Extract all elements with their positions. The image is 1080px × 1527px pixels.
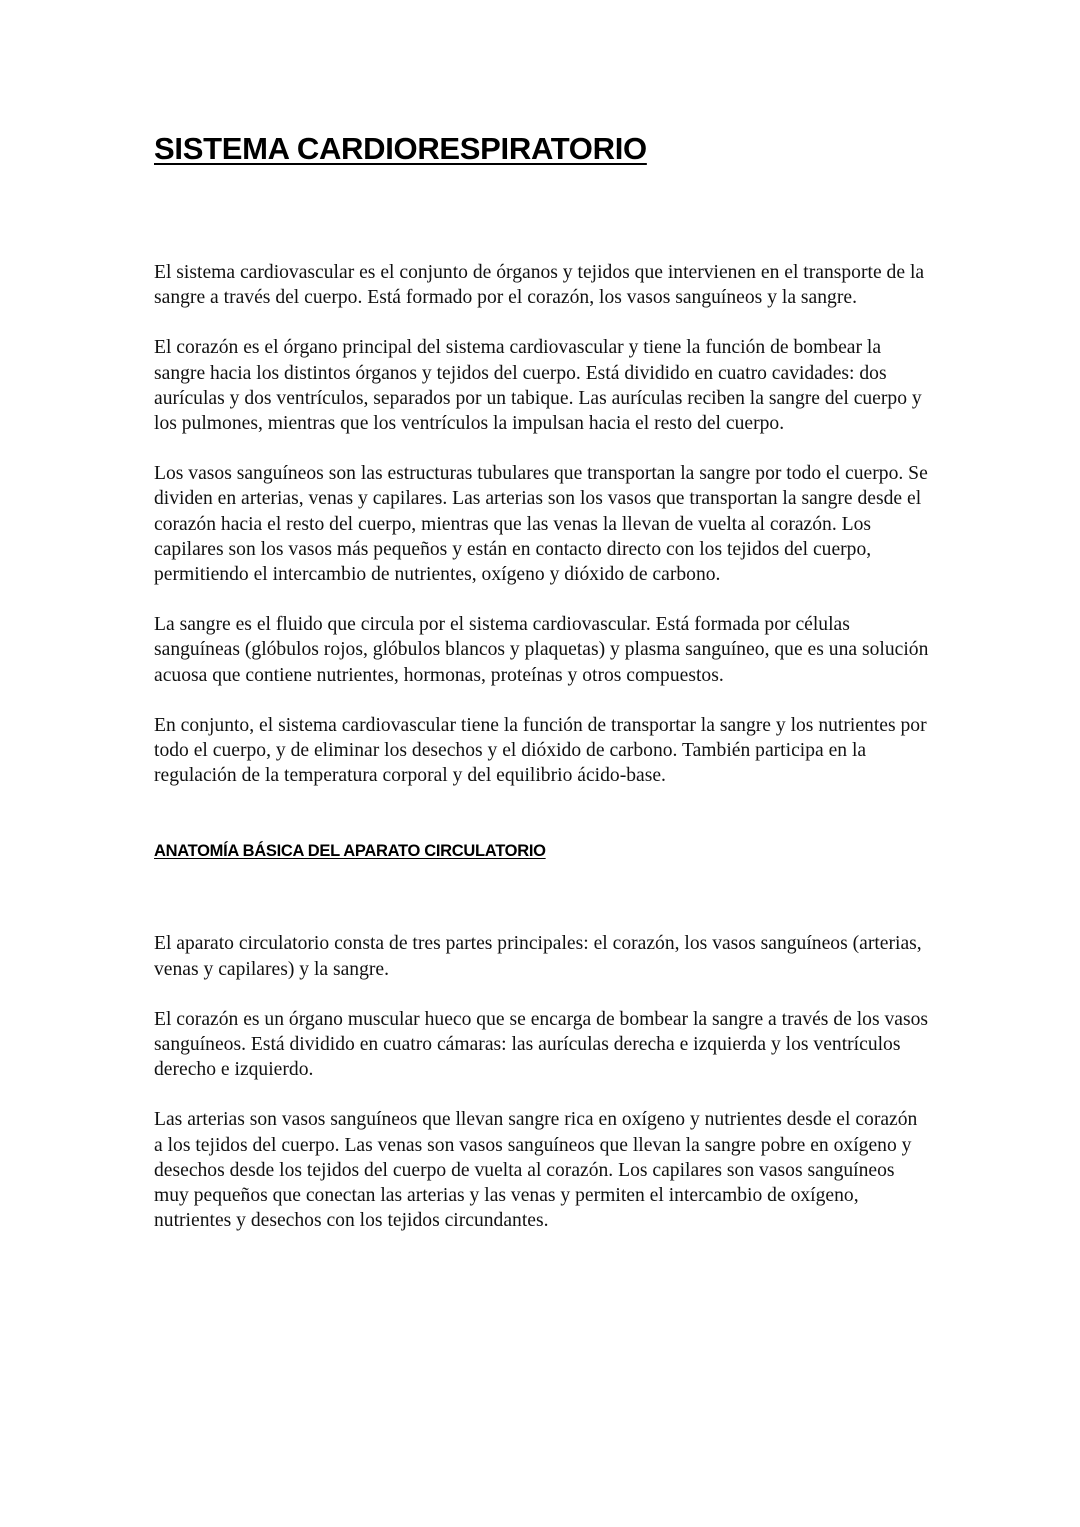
paragraph: La sangre es el fluido que circula por el sistema cardiovascular. Está formada por células sanguíneas (glóbulos rojos, glóbulos blancos y plaquetas) y plasma sanguíneo, que es una solución acuosa que contiene nutrientes, hormonas, proteínas y otros compuestos. (154, 614, 929, 686)
paragraph: Los vasos sanguíneos son las estructuras tubulares que transportan la sangre por todo el cuerpo. Se dividen en arterias, venas y capilares. Las arterias son los vasos que transportan la sangre desde el corazón hacia el resto del cuerpo, mientras que las venas la llevan de vuelta al corazón. Los capilares son los vasos más pequeños y están en contacto directo con los tejidos del cuerpo, permitiendo el intercambio de nutrientes, oxígeno y dióxido de carbono. (154, 463, 928, 586)
paragraph: El corazón es el órgano principal del sistema cardiovascular y tiene la función de bombear la sangre hacia los distintos órganos y tejidos del cuerpo. Está dividido en cuatro cavidades: dos aurículas y dos ventrículos, separados por un tabique. Las aurículas reciben la sangre del cuerpo y los pulmones, mientras que los ventrículos la impulsan hacia el resto del cuerpo. (154, 337, 922, 435)
document-body (154, 130, 929, 1258)
paragraph: El aparato circulatorio consta de tres partes principales: el corazón, los vasos sanguíneos (arterias, venas y capilares) y la sangre. (154, 933, 922, 980)
paragraph: Las arterias son vasos sanguíneos que llevan sangre rica en oxígeno y nutrientes desde el corazón a los tejidos del cuerpo. Las venas son vasos sanguíneos que llevan la sangre pobre en oxígeno y desechos desde los tejidos del cuerpo de vuelta al corazón. Los capilares son vasos sanguíneos muy pequeños que conectan las arterias y las venas y permiten el intercambio de oxígeno, nutrientes y desechos con los tejidos circundantes. (154, 1109, 918, 1232)
section-sistema-cardiovascular (154, 260, 929, 788)
paragraph: En conjunto, el sistema cardiovascular tiene la función de transportar la sangre y los nutrientes por todo el cuerpo, y de eliminar los desechos y el dióxido de carbono. También participa en la regulación de la temperatura corporal y del equilibrio ácido-base. (154, 714, 927, 787)
section-anatomia-basica (154, 931, 929, 1233)
paragraph: El sistema cardiovascular es el conjunto de órganos y tejidos que intervienen en el transporte de la sangre a través del cuerpo. Está formado por el corazón, los vasos sanguíneos y la sangre. (154, 262, 925, 309)
paragraph: El corazón es un órgano muscular hueco que se encarga de bombear la sangre a través de los vasos sanguíneos. Está dividido en cuatro cámaras: las aurículas derecha e izquierda y los ventrículos derecho e izquierdo. (154, 1008, 929, 1081)
section-subtitle: ANATOMÍA BÁSICA DEL APARATO CIRCULATORIO (154, 842, 546, 861)
document-title: SISTEMA CARDIORESPIRATORIO (154, 131, 647, 166)
